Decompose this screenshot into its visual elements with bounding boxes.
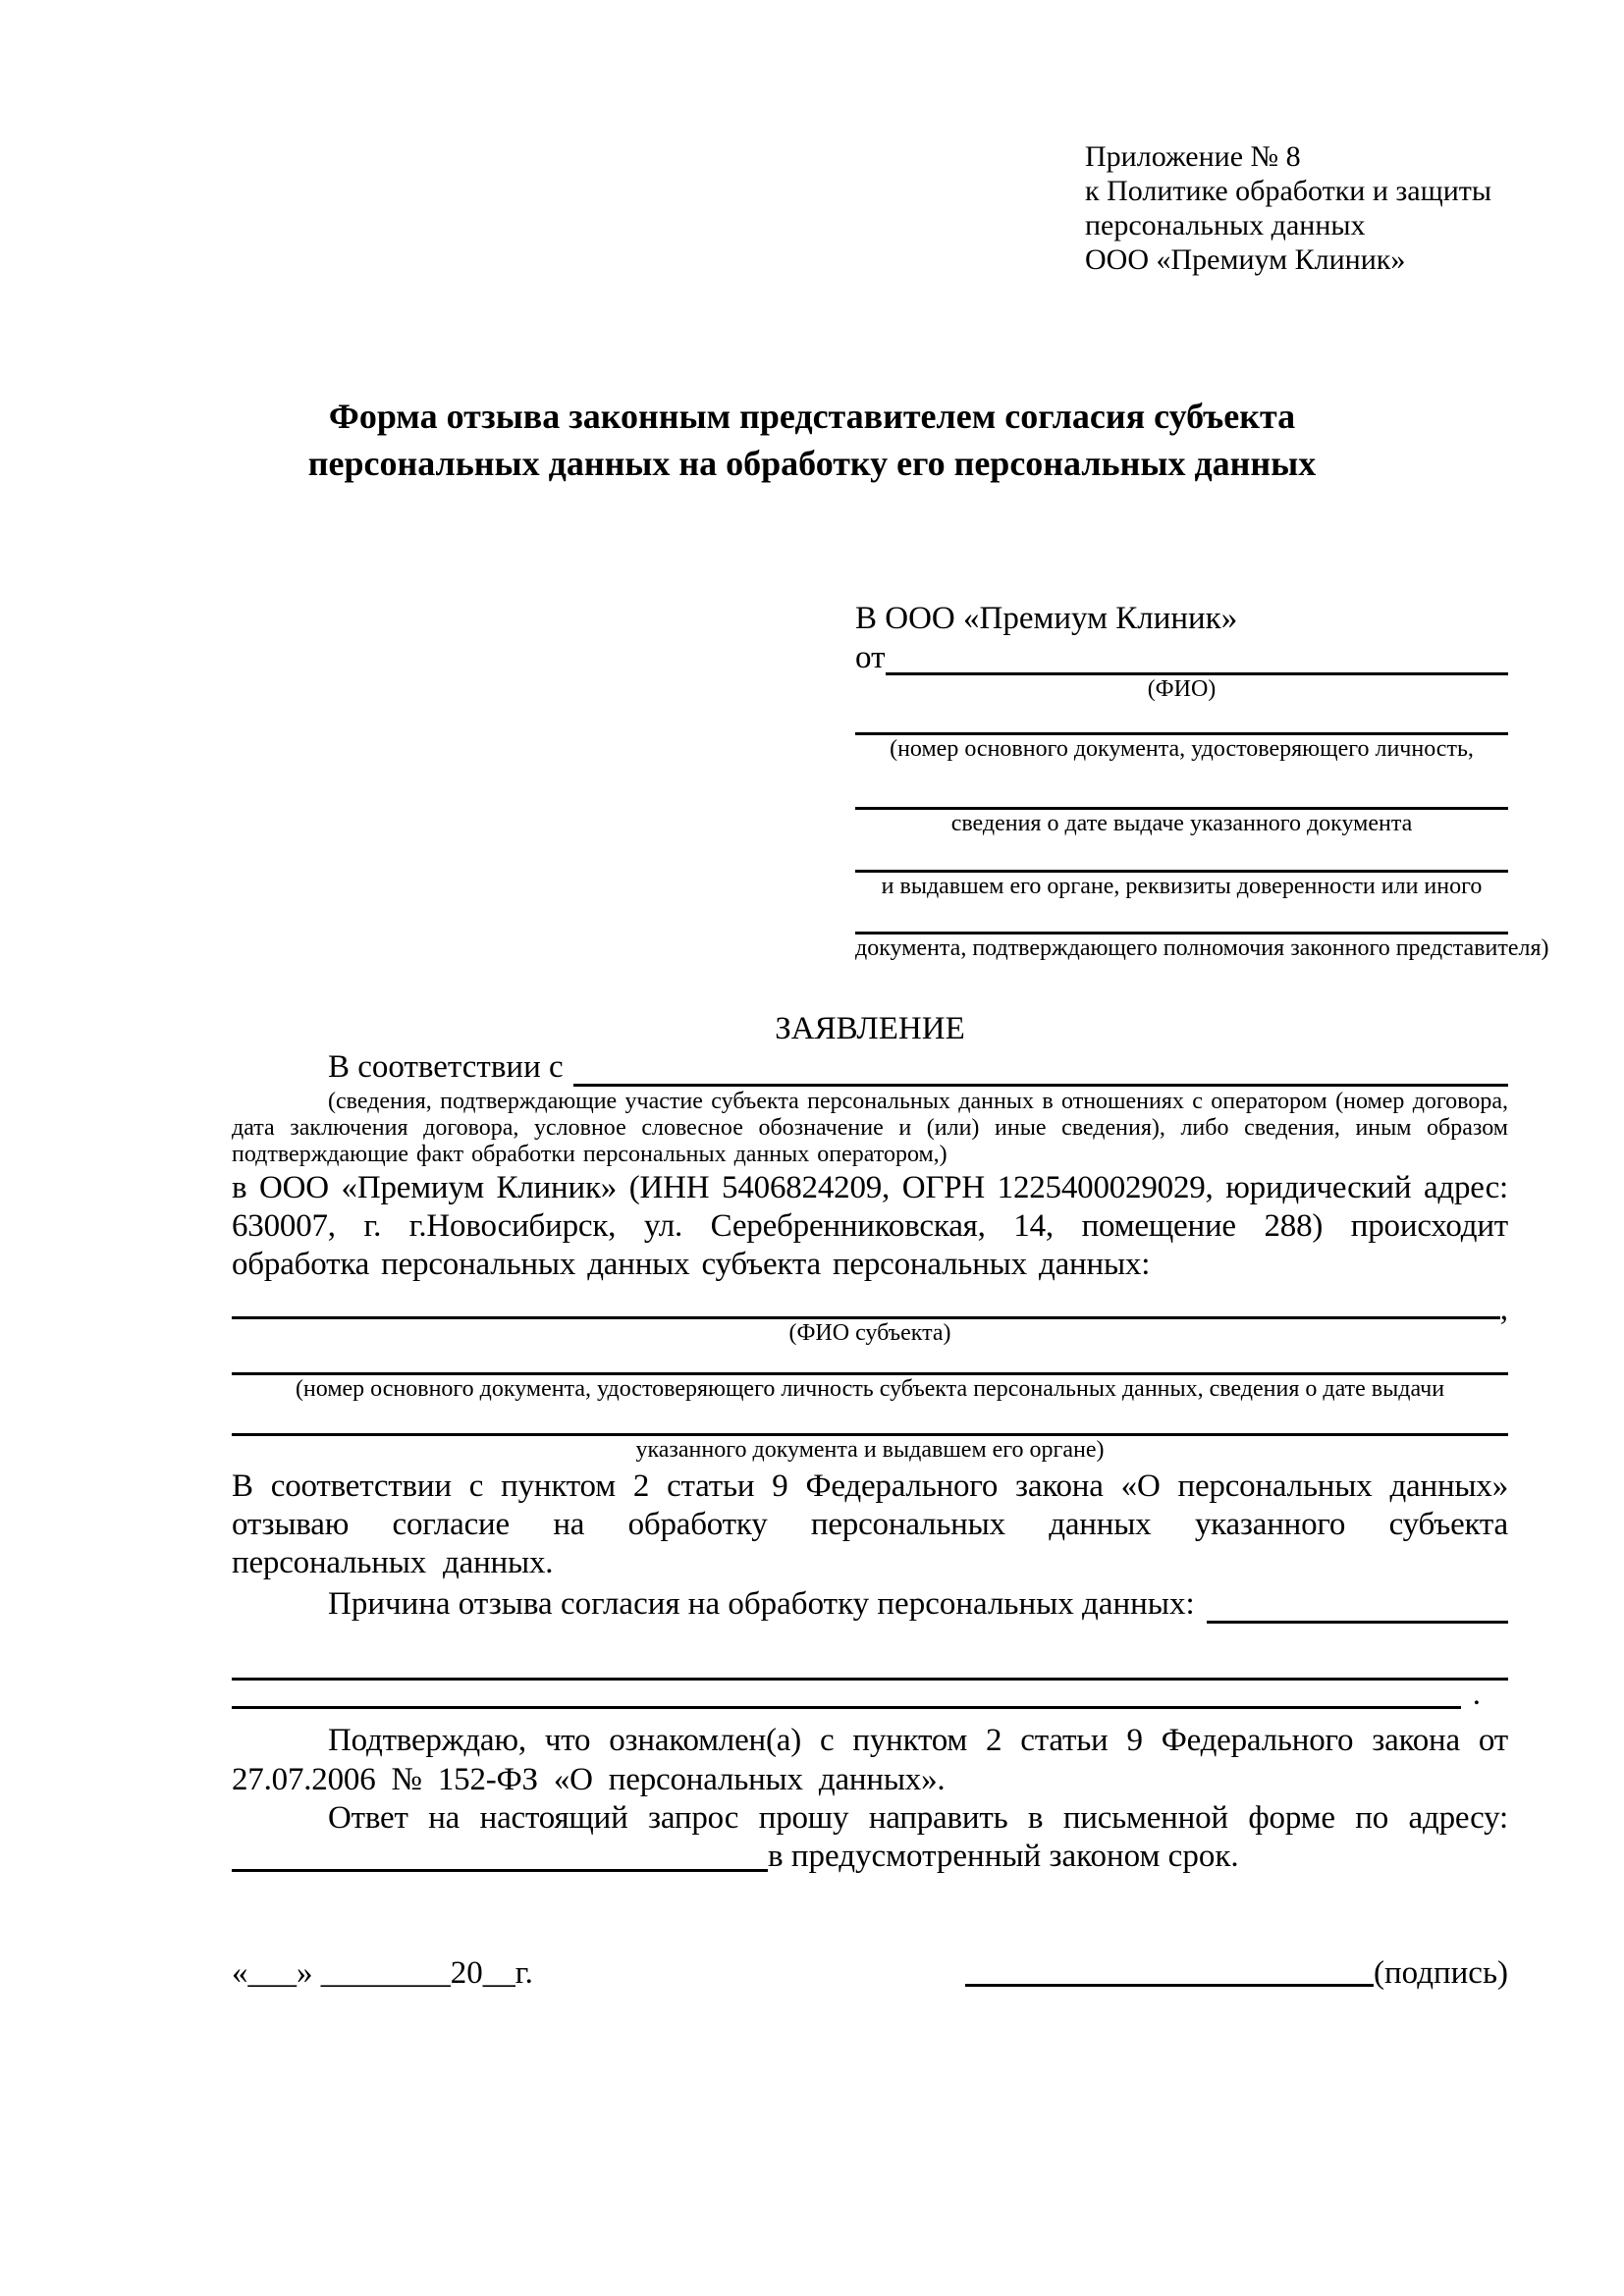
signature-group: [965, 1954, 1508, 1993]
representative-doc-caption: документа, подтверждающего полномочия законного представителя): [855, 935, 1549, 961]
appendix-line: Приложение № 8: [1085, 140, 1301, 173]
reply-tail: в предусмотренный законом срок.: [768, 1839, 1239, 1874]
accordance-label: В соответствии с: [328, 1049, 564, 1085]
accordance-caption: (сведения, подтверждающие участие субъекта персональных данных в отношениях с оператором (номер договора, дата заключения договора, условное словесное обозначение и (или) иные сведения), либо сведения, иным образом подтверждающие факт обработки персональных данных оператором,): [232, 1089, 1508, 1167]
address-blank-line: [232, 1869, 768, 1872]
line-trailing-comma: ,: [1499, 1292, 1508, 1327]
addressee-from-label: от: [855, 640, 886, 675]
reason-row: [232, 1582, 1508, 1624]
representative-doc-caption: (номер основного документа, удостоверяющего личность,: [890, 736, 1474, 762]
reason-blank-line: [232, 1677, 1481, 1712]
subject-fio-caption: (ФИО субъекта): [788, 1320, 951, 1346]
addressee-to: В ООО «Премиум Клиник»: [855, 601, 1238, 636]
document-title-line: Форма отзыва законным представителем согласия субъекта: [328, 397, 1296, 436]
accordance-blank-line: [573, 1084, 1508, 1087]
date-line: «___» ________20__г.: [232, 1955, 533, 1991]
appendix-block: [1085, 139, 1491, 277]
representative-doc-caption: и выдавшем его органе, реквизиты доверенности или иного: [881, 874, 1483, 899]
reason-blank-line: [1207, 1621, 1508, 1624]
reply-address-row: [232, 1838, 1508, 1876]
signature-blank-line: [965, 1984, 1374, 1987]
blank-trailing-period: .: [1472, 1677, 1481, 1712]
operator-paragraph: в ООО «Премиум Клиник» (ИНН 5406824209, ОГРН 1225400029029, юридический адрес: 630007, г. г.Новосибирск, ул. Серебренниковская, 14, помещение 288) происходит обработка персональных данных субъекта персональных данных:: [232, 1170, 1508, 1282]
date-signature-row: [232, 1954, 1508, 1993]
reason-label: Причина отзыва согласия на обработку персональных данных:: [328, 1586, 1195, 1622]
addressee-from-row: [855, 640, 1508, 675]
appendix-line: ООО «Премиум Клиник»: [1085, 243, 1406, 276]
appendix-line: персональных данных: [1085, 209, 1366, 241]
document-title: [125, 393, 1499, 487]
representative-doc-caption: сведения о дате выдаче указанного документа: [950, 811, 1413, 836]
reason-blank-line: [232, 1678, 1508, 1681]
appendix-line: к Политике обработки и защиты: [1085, 175, 1492, 207]
subject-doc-caption: (номер основного документа, удостоверяющего личность субъекта персональных данных, сведения о дате выдачи: [295, 1376, 1445, 1402]
signature-caption: (подпись): [1374, 1955, 1508, 1991]
addressee-block: [855, 601, 1549, 962]
statement-body: [232, 1009, 1508, 1993]
reply-paragraph: Ответ на настоящий запрос прошу направить в письменной форме по адресу:: [328, 1800, 1508, 1836]
withdrawal-paragraph: В соответствии с пунктом 2 статьи 9 Федерального закона «О персональных данных» отзываю согласие на обработку персональных данных указанного субъекта персональных данных.: [232, 1468, 1508, 1580]
fio-caption: (ФИО): [1147, 676, 1217, 702]
subject-doc-caption: указанного документа и выдавшем его органе): [635, 1437, 1105, 1463]
statement-heading: ЗАЯВЛЕНИЕ: [775, 1011, 965, 1046]
acknowledge-paragraph: Подтверждаю, что ознакомлен(а) с пунктом 2 статьи 9 Федерального закона от 27.07.2006 № 152-ФЗ «О персональных данных».: [232, 1723, 1508, 1797]
accordance-row: [232, 1048, 1508, 1087]
document-title-line: персональных данных на обработку его персональных данных: [307, 444, 1317, 483]
subject-fio-row: [232, 1292, 1508, 1327]
